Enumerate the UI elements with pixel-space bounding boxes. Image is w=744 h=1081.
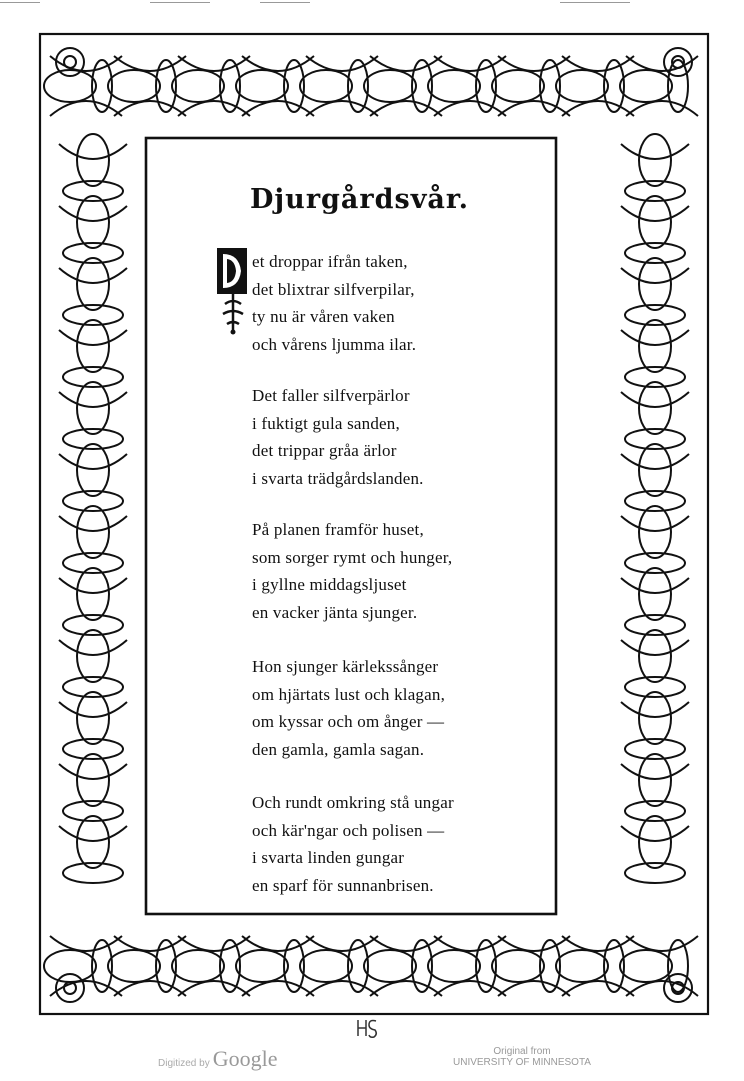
border-flourish (63, 367, 123, 387)
border-flourish (178, 101, 250, 116)
border-flourish (625, 677, 685, 697)
border-flourish (621, 702, 689, 717)
border-flourish (108, 950, 160, 982)
border-flourish (625, 181, 685, 201)
stanza-4 (252, 653, 445, 763)
poem-line: i fuktigt gula sanden, (252, 413, 400, 433)
border-flourish (108, 70, 160, 102)
poem-line: i gyllne middagsljuset (252, 575, 407, 594)
border-flourish (434, 981, 506, 996)
border-flourish (625, 553, 685, 573)
border-flourish (59, 516, 127, 531)
monogram-signature (354, 1016, 380, 1042)
google-logo: Google (212, 1046, 278, 1071)
border-flourish (625, 305, 685, 325)
border-flourish (59, 144, 127, 159)
border-flourish (492, 70, 544, 102)
border-flourish (621, 640, 689, 655)
border-flourish (178, 936, 250, 951)
border-flourish (370, 56, 442, 71)
border-flourish (114, 981, 186, 996)
border-flourish (621, 764, 689, 779)
poem-line: i svarta linden gungar (252, 848, 405, 867)
drop-cap-initial (213, 246, 249, 336)
poem-line: om hjärtats lust och klagan, (252, 684, 446, 704)
border-flourish (63, 243, 123, 263)
border-flourish (50, 101, 122, 116)
border-flourish (63, 491, 123, 511)
border-flourish (59, 826, 127, 841)
border-flourish (59, 330, 127, 345)
border-flourish (498, 101, 570, 116)
border-flourish (114, 56, 186, 71)
border-flourish (242, 56, 314, 71)
border-flourish (621, 144, 689, 159)
border-flourish (242, 936, 314, 951)
border-flourish (63, 553, 123, 573)
border-flourish (625, 367, 685, 387)
border-flourish (626, 981, 698, 996)
border-flourish (59, 578, 127, 593)
border-flourish (172, 950, 224, 982)
border-flourish (242, 981, 314, 996)
border-flourish (63, 615, 123, 635)
poem-line: en vacker jänta sjunger. (252, 602, 418, 622)
border-flourish (178, 56, 250, 71)
border-flourish (562, 56, 634, 71)
border-flourish (114, 936, 186, 951)
poem-line: som sorger rymt och hunger, (252, 547, 453, 567)
original-source (452, 1046, 592, 1068)
border-flourish (434, 56, 506, 71)
border-flourish (434, 101, 506, 116)
digitized-by-google (158, 1046, 277, 1072)
border-flourish (370, 936, 442, 951)
poem-line: ty nu är våren vaken (252, 307, 395, 326)
border-flourish (621, 578, 689, 593)
border-flourish (370, 981, 442, 996)
border-flourish (626, 56, 698, 71)
border-flourish (625, 801, 685, 821)
border-flourish (59, 454, 127, 469)
border-flourish (63, 181, 123, 201)
stanza-2 (252, 382, 424, 492)
digitized-label: Digitized by (158, 1058, 210, 1069)
poem-line: i svarta trädgårdslanden. (252, 468, 424, 488)
border-flourish (44, 70, 96, 102)
border-flourish (59, 764, 127, 779)
border-flourish (621, 454, 689, 469)
border-flourish (625, 863, 685, 883)
border-flourish (300, 70, 352, 102)
stanza-3 (252, 516, 452, 626)
border-flourish (63, 677, 123, 697)
border-flourish (63, 429, 123, 449)
poem-line: det trippar gråa ärlor (252, 441, 397, 460)
border-flourish (236, 70, 288, 102)
border-flourish (114, 101, 186, 116)
border-flourish (364, 950, 416, 982)
poem-line: Det faller silfverpärlor (252, 386, 410, 405)
border-flourish (620, 70, 672, 102)
border-flourish (621, 516, 689, 531)
border-flourish (625, 491, 685, 511)
border-flourish (364, 70, 416, 102)
border-flourish (59, 268, 127, 283)
border-flourish (300, 950, 352, 982)
border-flourish (626, 101, 698, 116)
border-flourish (562, 101, 634, 116)
stanza-5 (252, 789, 454, 899)
svg-text:D: D (231, 286, 233, 287)
poem-line: om kyssar och om ånger — (252, 712, 445, 731)
border-flourish (621, 330, 689, 345)
border-flourish (172, 70, 224, 102)
stanza-1 (252, 248, 416, 358)
border-flourish (621, 826, 689, 841)
poem-line: och vårens ljumma ilar. (252, 334, 417, 354)
border-flourish (621, 206, 689, 221)
border-flourish (236, 950, 288, 982)
poem-line: et droppar ifrån taken, (252, 252, 408, 271)
border-flourish (242, 101, 314, 116)
border-flourish (498, 981, 570, 996)
border-flourish (626, 936, 698, 951)
border-flourish (56, 48, 84, 76)
border-flourish (625, 243, 685, 263)
border-flourish (370, 101, 442, 116)
border-flourish (178, 981, 250, 996)
border-flourish (434, 936, 506, 951)
border-flourish (59, 206, 127, 221)
border-flourish (621, 268, 689, 283)
border-flourish (556, 950, 608, 982)
border-flourish (59, 702, 127, 717)
border-flourish (664, 48, 692, 76)
border-flourish (63, 739, 123, 759)
border-flourish (50, 981, 122, 996)
poem-line: På planen framför huset, (252, 520, 424, 539)
border-flourish (59, 392, 127, 407)
poem-title: Djurgårdsvår. (250, 184, 470, 215)
border-flourish (50, 936, 122, 951)
border-flourish (306, 56, 378, 71)
border-flourish (428, 950, 480, 982)
border-flourish (562, 981, 634, 996)
poem-line: Och rundt omkring stå ungar (252, 793, 454, 812)
border-flourish (428, 70, 480, 102)
border-flourish (63, 801, 123, 821)
border-flourish (625, 739, 685, 759)
border-flourish (59, 640, 127, 655)
border-flourish (63, 863, 123, 883)
poem-line: det blixtrar silfverpilar, (252, 279, 415, 299)
border-flourish (64, 56, 76, 68)
border-flourish (498, 936, 570, 951)
border-flourish (556, 70, 608, 102)
poem-line: och kär'ngar och polisen — (252, 820, 445, 840)
source-label: UNIVERSITY OF MINNESOTA (453, 1057, 591, 1068)
border-flourish (620, 950, 672, 982)
border-flourish (44, 950, 96, 982)
border-flourish (625, 429, 685, 449)
poem-line: Hon sjunger kärlekssånger (252, 657, 439, 676)
poem-line: den gamla, gamla sagan. (252, 739, 425, 759)
border-flourish (492, 950, 544, 982)
border-flourish (562, 936, 634, 951)
border-flourish (306, 936, 378, 951)
poem-line: en sparf för sunnanbrisen. (252, 875, 434, 895)
border-flourish (621, 392, 689, 407)
original-label: Original from (493, 1046, 551, 1057)
border-flourish (50, 56, 122, 71)
border-flourish (306, 101, 378, 116)
border-flourish (306, 981, 378, 996)
border-flourish (63, 305, 123, 325)
border-flourish (625, 615, 685, 635)
border-flourish (498, 56, 570, 71)
